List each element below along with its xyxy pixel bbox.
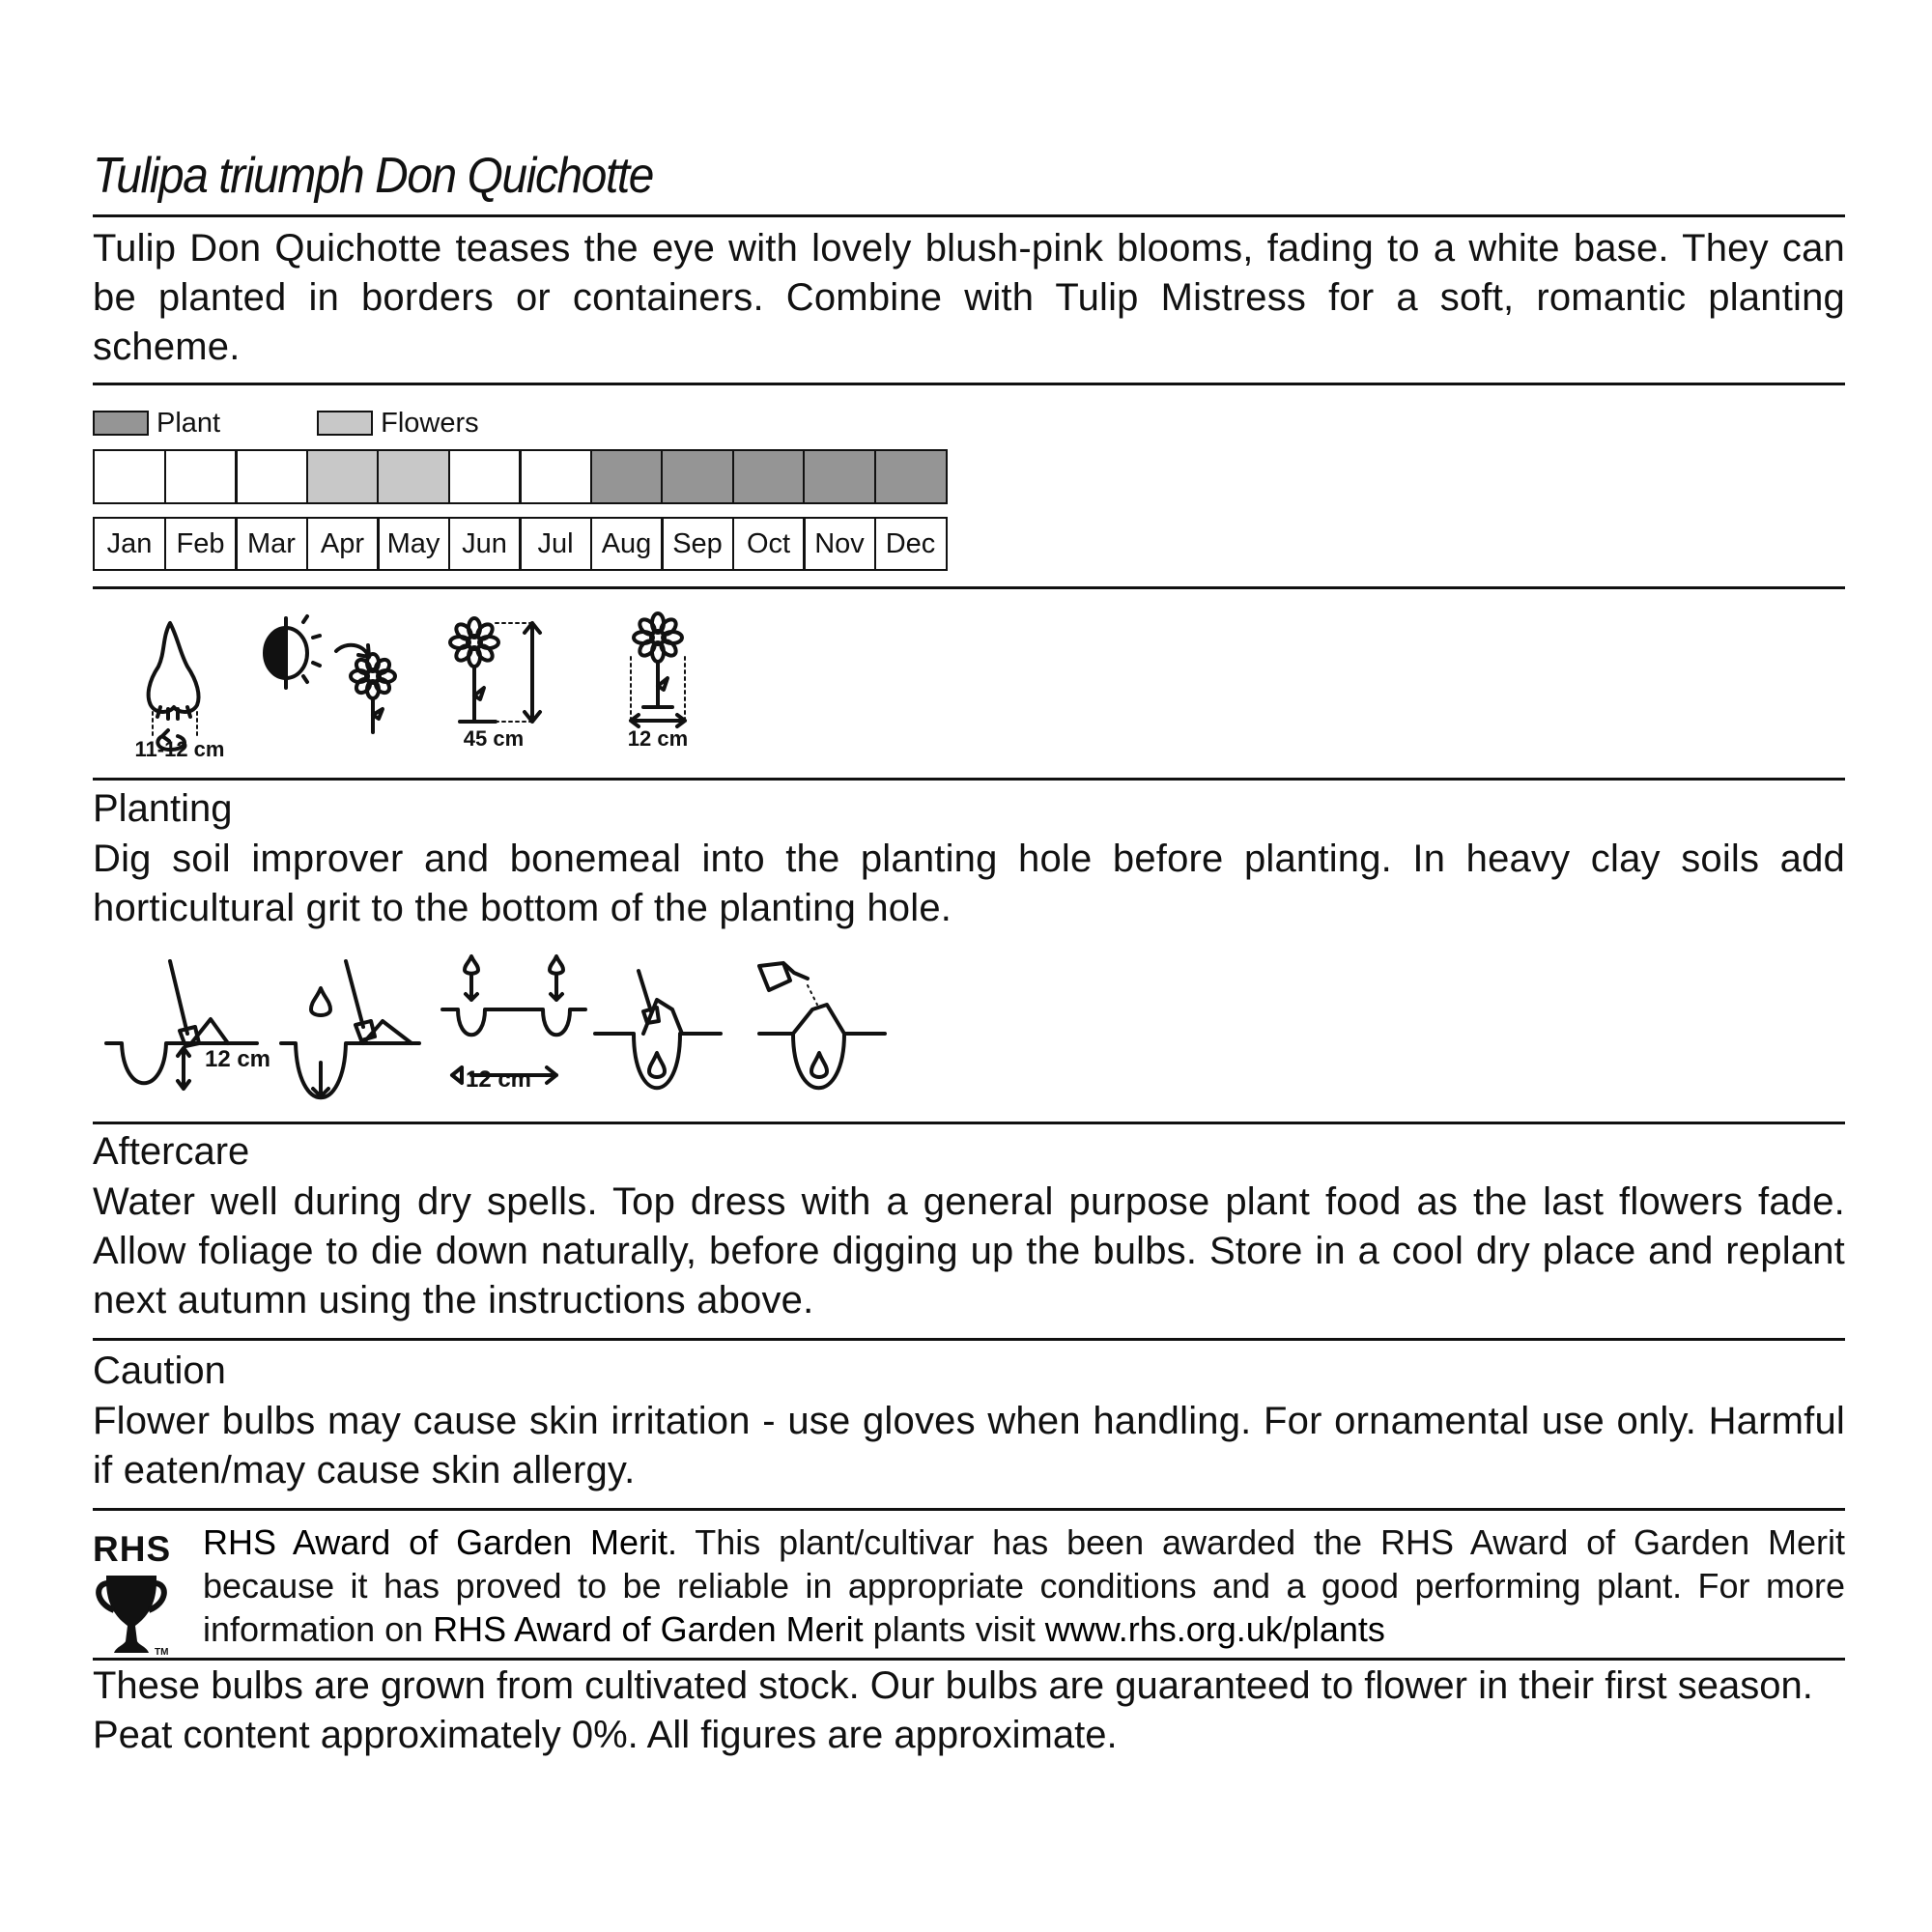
month-label: Mar: [235, 517, 308, 571]
month-label: Jan: [93, 517, 166, 571]
place-bulb-icon: [281, 961, 419, 1097]
legend-label-plant: Plant: [156, 407, 221, 439]
bulb-size-label: 11-12 cm: [134, 737, 225, 761]
divider: [93, 778, 1845, 781]
legend-label-flowers: Flowers: [381, 407, 479, 439]
legend-swatch-flowers: [317, 411, 373, 436]
bulb-size-icon: [149, 623, 199, 750]
page-title: Tulipa triumph Don Quichotte: [93, 148, 654, 204]
month-label: May: [377, 517, 450, 571]
aftercare-heading: Aftercare: [93, 1130, 250, 1173]
planting-text: Dig soil improver and bonemeal into the planting hole before planting. In heavy clay soils add horticultural grit to the bottom of the planting hole.: [93, 838, 1845, 929]
aftercare-text: Water well during dry spells. Top dress with a general purpose plant food as the last flowers fade. Allow foliage to die down naturally, before digging up the bulbs. Store in a cool dry place and replant next autumn using the instructions above.: [93, 1180, 1845, 1321]
plant-height-icon: [450, 618, 540, 722]
month-cell-nov: [803, 449, 876, 504]
bulb-spacing-label: 12 cm: [465, 1066, 532, 1093]
month-label: Dec: [874, 517, 948, 571]
small-flower-icon: [351, 654, 395, 732]
rhs-award-text: [203, 1520, 1845, 1651]
calendar-legend: [93, 409, 479, 438]
divider: [93, 586, 1845, 589]
month-cell-jul: [519, 449, 592, 504]
divider: [93, 1338, 1845, 1341]
rhs-logo: [93, 1529, 189, 1662]
trophy-icon: [93, 1570, 189, 1657]
calendar-month-labels: [93, 517, 945, 571]
backfill-soil-icon: [595, 971, 721, 1088]
legend-swatch-plant: [93, 411, 149, 436]
month-label: Jul: [519, 517, 592, 571]
caution-text: Flower bulbs may cause skin irritation - use gloves when handling. For ornamental use only. Harmful if eaten/may cause skin allergy.: [93, 1400, 1845, 1492]
month-cell-oct: [732, 449, 806, 504]
divider: [93, 383, 1845, 385]
spread-label: 12 cm: [627, 726, 689, 751]
rhs-award-name: RHS Award of Garden Merit: [433, 1609, 864, 1649]
month-label: Jun: [448, 517, 522, 571]
rhs-award-body: This plant/cultivar has been awarded the RHS Award of Garden Merit because it has proved to be reliable in appropriate conditions and a good performing plant. For more information on: [203, 1522, 1845, 1649]
sun-partial-shade-icon: [265, 616, 369, 688]
month-cell-jun: [448, 449, 522, 504]
rhs-url-link[interactable]: www.rhs.org.uk/plants: [1044, 1609, 1385, 1649]
plant-spread-icon: [631, 613, 685, 726]
month-cell-sep: [661, 449, 734, 504]
planting-heading: Planting: [93, 787, 233, 830]
divider: [93, 1122, 1845, 1124]
caution-heading: Caution: [93, 1350, 226, 1392]
month-cell-may: [377, 449, 450, 504]
month-cell-apr: [306, 449, 380, 504]
month-cell-feb: [164, 449, 238, 504]
divider: [93, 1508, 1845, 1511]
month-label: Nov: [803, 517, 876, 571]
svg-text:TM: TM: [155, 1647, 169, 1657]
month-cell-dec: [874, 449, 948, 504]
rhs-award-title: RHS Award of Garden Merit.: [203, 1522, 678, 1562]
month-cell-aug: [590, 449, 664, 504]
month-cell-mar: [235, 449, 308, 504]
height-label: 45 cm: [463, 726, 525, 751]
bulb-spacing-icon: [442, 956, 585, 1083]
month-label: Aug: [590, 517, 664, 571]
rhs-logo-text: RHS: [93, 1529, 172, 1569]
month-label: Apr: [306, 517, 380, 571]
month-label: Feb: [164, 517, 238, 571]
rhs-award-body-2: plants visit: [863, 1609, 1045, 1649]
month-label: Sep: [661, 517, 734, 571]
month-cell-jan: [93, 449, 166, 504]
footer-note: These bulbs are grown from cultivated stock. Our bulbs are guaranteed to flower in their first season. Peat content approximately 0%. All figures are approximate.: [93, 1664, 1813, 1756]
month-label: Oct: [732, 517, 806, 571]
description: Tulip Don Quichotte teases the eye with lovely blush-pink blooms, fading to a white base. They can be planted in borders or containers. Combine with Tulip Mistress for a soft, romantic planting scheme.: [93, 227, 1845, 368]
divider: [93, 1658, 1845, 1661]
water-in-icon: [759, 963, 885, 1088]
divider: [93, 214, 1845, 217]
calendar-fill-row: [93, 449, 945, 504]
hole-depth-label: 12 cm: [204, 1046, 271, 1072]
